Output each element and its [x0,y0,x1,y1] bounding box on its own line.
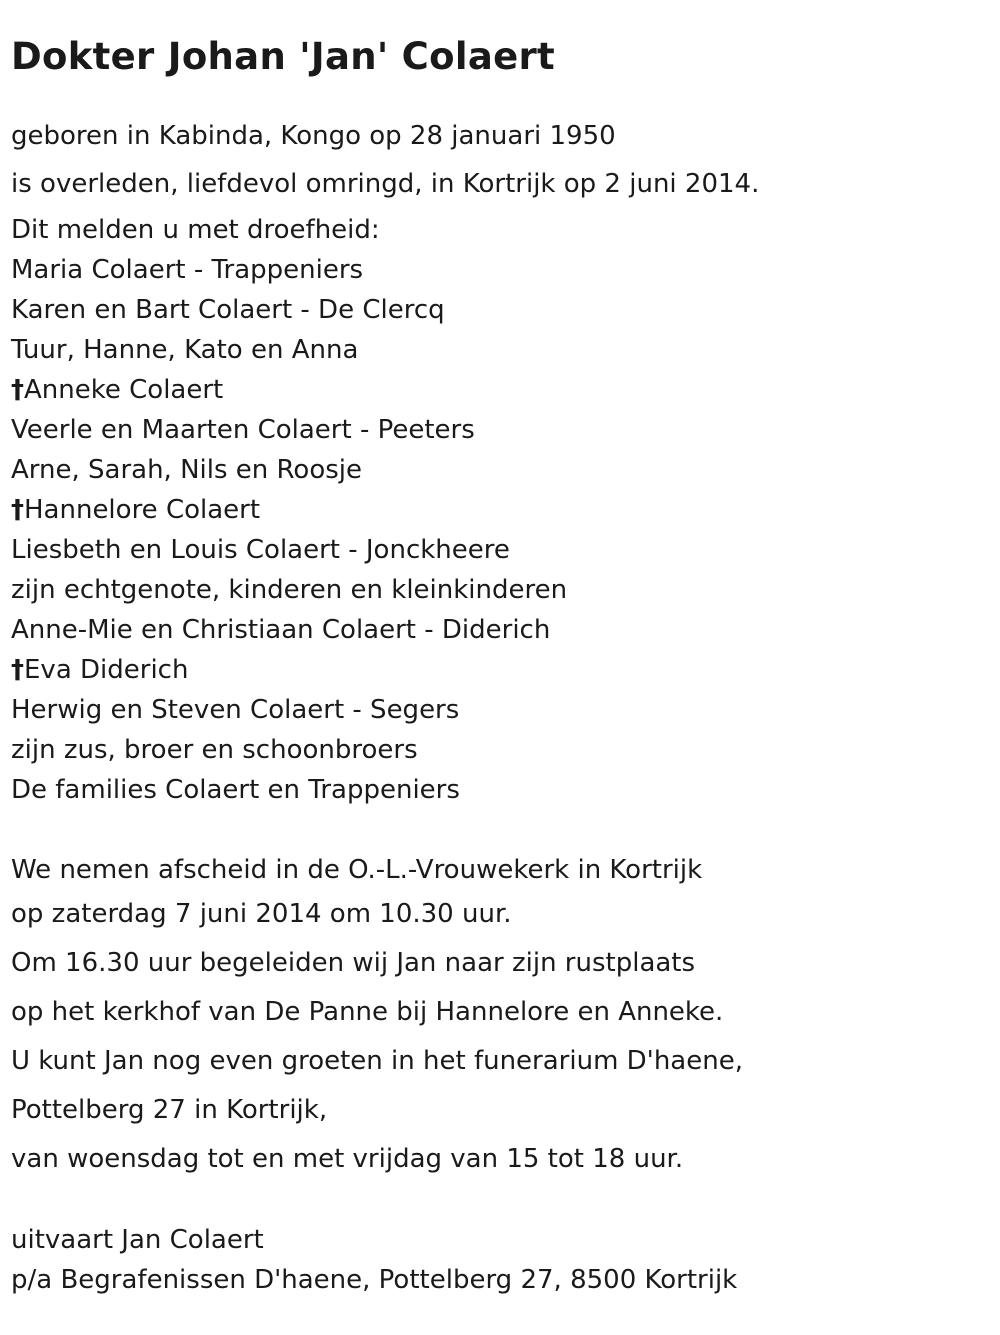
contact-line: uitvaart Jan Colaert [11,1225,264,1255]
family-line: Tuur, Hanne, Kato en Anna [11,335,359,365]
family-line: De families Colaert en Trappeniers [11,775,460,805]
family-line: Karen en Bart Colaert - De Clercq [11,295,445,325]
ceremony-line: op het kerkhof van De Panne bij Hannelore en Anneke. [11,997,724,1027]
deceased-name: Anneke Colaert [24,375,224,405]
contact-address: p/a Begrafenissen D'haene, Pottelberg 27, 8500 Kortrijk [11,1265,738,1295]
family-line: Veerle en Maarten Colaert - Peeters [11,415,475,445]
announcement-block [11,210,1000,810]
ceremony-line: Pottelberg 27 in Kortrijk, [11,1095,328,1125]
ceremony-line: van woensdag tot en met vrijdag van 15 tot 18 uur. [11,1144,684,1174]
cross-icon: † [11,655,24,685]
ceremony-line: U kunt Jan nog even groeten in het funerarium D'haene, [11,1046,743,1076]
family-line-deceased [11,370,1000,410]
family-line: Liesbeth en Louis Colaert - Jonckheere [11,535,510,565]
family-line: Maria Colaert - Trappeniers [11,255,364,285]
ceremony-line: We nemen afscheid in de O.-L.-Vrouwekerk in Kortrijk [11,855,703,885]
cross-icon: † [11,495,24,525]
family-line: Anne-Mie en Christiaan Colaert - Diderich [11,615,551,645]
birth-line: geboren in Kabinda, Kongo op 28 januari 1950 [11,121,616,151]
page-title: Dokter Johan 'Jan' Colaert [11,35,556,78]
announcement-intro: Dit melden u met droefheid: [11,215,380,245]
family-line: zijn echtgenote, kinderen en kleinkinderen [11,575,568,605]
ceremony-block [11,850,1000,1184]
ceremony-line: op zaterdag 7 juni 2014 om 10.30 uur. [11,899,512,929]
family-line: zijn zus, broer en schoonbroers [11,735,418,765]
cross-icon: † [11,375,24,405]
deceased-name: Eva Diderich [24,655,189,685]
family-line-deceased [11,490,1000,530]
ceremony-line: Om 16.30 uur begeleiden wij Jan naar zijn rustplaats [11,948,696,978]
contact-block [11,1220,1000,1300]
family-line: Herwig en Steven Colaert - Segers [11,695,460,725]
family-line-deceased [11,650,1000,690]
deceased-name: Hannelore Colaert [24,495,261,525]
death-line: is overleden, liefdevol omringd, in Kortrijk op 2 juni 2014. [11,169,760,199]
family-line: Arne, Sarah, Nils en Roosje [11,455,363,485]
